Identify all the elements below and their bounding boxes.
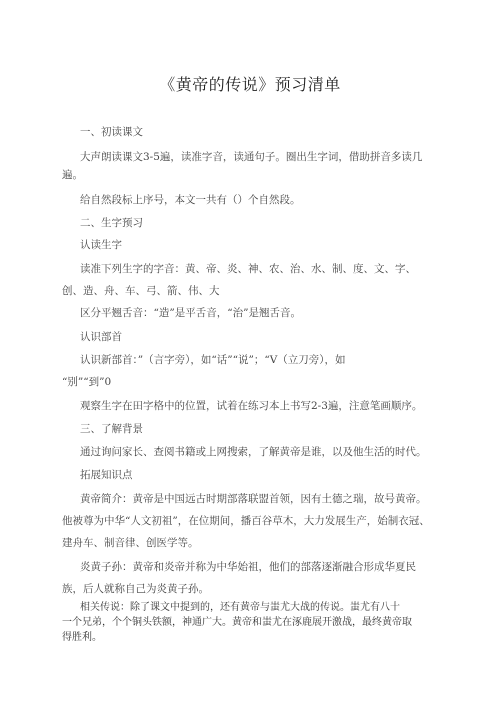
subheading-recognize-characters: 认读生字 [80, 239, 122, 251]
paragraph-legend-line2: 一个兄弟，个个铜头铁额，神通广大。黄帝和蚩尤在涿鹿展开激战，最终黄帝取 [62, 617, 412, 628]
paragraph-huangdi-intro-line3: 建舟车、制音律、创医学等。 [62, 537, 199, 549]
paragraph-character-list-line2: 创、造、舟、车、弓、箭、伟、大 [62, 285, 220, 297]
section-heading-new-characters: 二、生字预习 [80, 217, 143, 229]
paragraph-huangdi-intro-line2: 他被尊为中华“人文初祖”，在位期间，播百谷草木，大力发展生产，始制衣冠、 [62, 515, 430, 527]
paragraph-radicals-line1: 认识新部首：”（言字旁），如“话”“说”；“V（立刀旁），如 [80, 354, 346, 366]
paragraph-huangdi-intro-line1: 黄帝简介：黄帝是中国远古时期部落联盟首领，因有土德之瑞，故号黄帝。 [80, 493, 427, 505]
paragraph-legend-line3: 得胜利。 [62, 632, 102, 643]
paragraph-observe-grid: 观察生字在田字格中的位置，试着在练习本上书写2-3遍，注意笔画顺序。 [80, 400, 423, 412]
paragraph-legend-line1: 相关传说：除了课文中提到的，还有黄帝与蚩尤大战的传说。蚩尤有八十 [80, 602, 400, 613]
paragraph-character-list-line1: 读准下列生字的字音：黄、帝、炎、神、农、治、水、制、度、文、字、 [80, 263, 416, 275]
paragraph-research: 通过询问家长、查阅书籍或上网搜索，了解黄帝是谁，以及他生活的时代。 [80, 446, 427, 458]
paragraph-number-paragraphs: 给自然段标上序号，本文一共有（）个自然段。 [80, 194, 301, 206]
paragraph-read-aloud-line2: 遍。 [62, 169, 83, 181]
paragraph-yanhuang-line2: 族，后人就称自己为炎黄子孙。 [62, 583, 209, 595]
document-title: 《黄帝的传说》预习清单 [159, 75, 341, 94]
paragraph-yanhuang-line1: 炎黄子孙：黄帝和炎帝并称为中华始祖，他们的部落逐渐融合形成华夏民 [80, 561, 416, 573]
subheading-radicals: 认识部首 [80, 331, 122, 343]
paragraph-radicals-line2: “别”“到”0 [62, 376, 112, 388]
section-heading-first-reading: 一、初读课文 [80, 126, 143, 138]
subheading-extended-knowledge: 拓展知识点 [80, 469, 133, 481]
paragraph-read-aloud-line1: 大声朗读课文3-5遍，读准字音，读通句子。圈出生字词，借助拼音多读几 [80, 151, 423, 163]
section-heading-background: 三、了解背景 [80, 423, 143, 435]
paragraph-tongue-sounds: 区分平翘舌音：“造”是平舌音，“治”是翘舌音。 [80, 307, 301, 319]
